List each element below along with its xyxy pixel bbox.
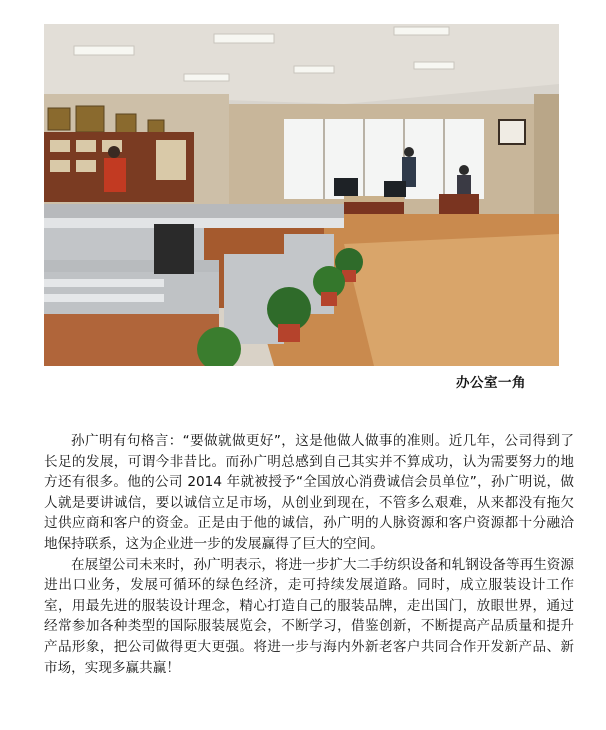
paragraph-outlook: 在展望公司未来时，孙广明表示，将进一步扩大二手纺织设备和轧钢设备等再生资源进出口业务，发展可循环的绿色经济，走可持续发展道路。同时，成立服装设计工作室，用最先进的服装设计理念，精心打造自己的服装品牌，走出国门，放眼世界，通过经常参加各种类型的国际服装展览会，不断学习，借鉴创新，不断提高产品质量和提升产品形象，把公司做得更大更强。将进一步与海内外新老客户共同合作开发新产品、新市场，实现多赢共赢！ <box>44 556 574 676</box>
office-photo <box>44 24 559 366</box>
photo-caption: 办公室一角 <box>456 375 526 391</box>
paragraph-integrity: 孙广明有句格言：“要做就做更好”，这是他做人做事的准则。近几年，公司得到了长足的发展，可谓今非昔比。而孙广明总感到自己其实并不算成功，认为需要努力的地方还有很多。他的公司 2014 年就被授予“全国放心消费诚信会员单位”，孙广明说，做人就是要讲诚信，要以诚信立足市场，从创业到现在，不管多么艰难，从来都没有拖欠过供应商和客户的资金。正是由于他的诚信，孙广明的人脉资源和客户资源都十分融洽地保持联系，这为企业进一步的发展赢得了巨大的空间。 <box>44 433 574 552</box>
office-interior-illustration <box>44 24 559 366</box>
article-body <box>44 431 574 678</box>
